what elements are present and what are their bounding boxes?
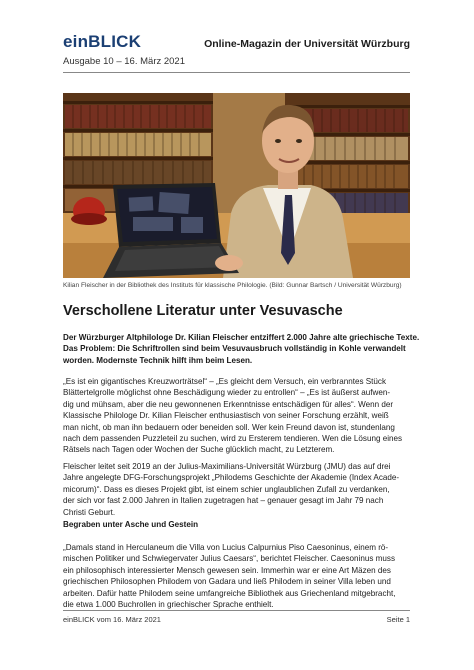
text-line: ein philosophisch interessierter Mensch gewesen sein. Immerhin war er eine Art Mäzen des xyxy=(63,565,391,575)
footer-divider xyxy=(63,610,410,611)
body-paragraph xyxy=(63,376,413,456)
article-photo xyxy=(63,93,410,278)
section-heading: Begraben unter Asche und Gestein xyxy=(63,520,199,529)
text-line: arbeiten. Dafür hatte Philodem seine umfangreiche Bibliothek aus Griechenland mitgebracht, xyxy=(63,588,396,598)
text-line: Rätsels nach Tagen oder Wochen der Suche glücklich macht, zu Letzterem. xyxy=(63,445,335,455)
text-line: Klassische Philologe Dr. Kilian Fleischer enthusiastisch von seiner Forschung erzählt, weiß xyxy=(63,411,389,421)
page-number: Seite 1 xyxy=(386,615,410,624)
text-line: Fleischer leitet seit 2019 an der Julius-Maximilians-Universität Würzburg (JMU) das auf drei xyxy=(63,462,391,471)
text-line: man nicht, ob man ihn bedauern oder beneiden soll. Wer kein Freund davon ist, stundenlang xyxy=(63,422,395,432)
body-paragraph xyxy=(63,461,413,518)
text-line: mischen Politiker und Schwiegervater Julius Caesars“, berichtet Fleischer. Caesoninus muss xyxy=(63,554,395,564)
text-line: der sich vor fast 2.000 Jahren in Italien zugetragen hat – genauer gesagt im Jahr 79 nach xyxy=(63,496,384,506)
article-lead xyxy=(63,332,420,366)
article-title: Verschollene Literatur unter Vesuvasche xyxy=(63,303,343,319)
text-line: micorum)“. Dass es dieses Projekt gibt, ist einem schier unglaublichen Zufall zu verdanken, xyxy=(63,484,390,494)
text-line: „Es ist ein gigantisches Kreuzworträtsel“ – „Es gleicht dem Versuch, ein verbranntes Stück xyxy=(63,377,386,386)
magazine-tagline: Online-Magazin der Universität Würzburg xyxy=(204,38,410,50)
text-line: Jahre angelegte DFG-Forschungsprojekt „Philodems Geschichte der Akademie (Index Acade- xyxy=(63,473,400,483)
lead-line: Das Problem: Die Schriftrollen sind beim Vesuvausbruch vollständig in Kohle verwandelt xyxy=(63,344,406,354)
text-line: „Damals stand in Herculaneum die Villa von Lucius Calpurnius Piso Caesoninus, einem rö- xyxy=(63,543,389,552)
footer-date: einBLICK vom 16. März 2021 xyxy=(63,615,161,624)
magazine-logo: einBLICK xyxy=(63,32,142,51)
lead-line: Der Würzburger Altphilologe Dr. Kilian Fleischer entziffert 2.000 Jahre alte griechische Texte. xyxy=(63,333,420,342)
header-divider xyxy=(63,72,410,73)
text-line: Christi Geburt. xyxy=(63,507,116,517)
issue-date: Ausgabe 10 – 16. März 2021 xyxy=(63,56,186,67)
text-line: dig und mühsam, aber die neu gewonnenen Erkenntnisse entschädigen für alles“. Wenn der xyxy=(63,399,394,409)
text-line: die etwa 1.000 Buchrollen in griechischer Sprache enthielt. xyxy=(63,600,274,610)
text-line: griechischen Philosophen Philodem von Gadara und ließ Philodem in seiner Villa leben und xyxy=(63,577,391,587)
body-paragraph xyxy=(63,542,413,610)
lead-line: worden. Modernste Technik hilft ihm beim Lesen. xyxy=(63,355,253,365)
text-line: Blättertelgrolle möglichst ohne Beschädigung wieder zu entrollen“ – „Es ist äußerst aufwen- xyxy=(63,388,391,398)
text-line: nach dem passenden Puzzleteil zu suchen, wird zu Ersterem tendieren. Wen die Lösung eines xyxy=(63,434,403,444)
photo-caption: Kilian Fleischer in der Bibliothek des Instituts für klassische Philologie. (Bild: Gunnar Bartsch / Universität Würzburg) xyxy=(63,282,402,289)
